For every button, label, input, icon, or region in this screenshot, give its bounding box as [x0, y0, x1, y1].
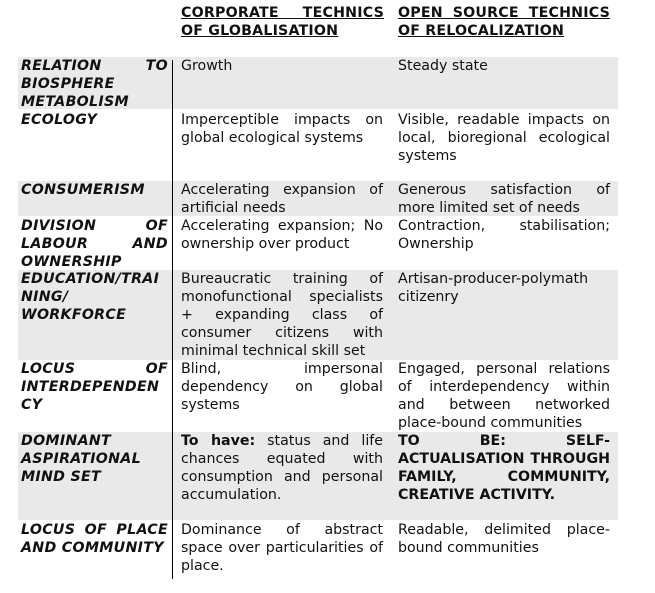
corporate-cell: Dominance of abstract space over particularities of place.: [181, 522, 383, 574]
corporate-cell: Bureaucratic training of monofunctional specialists + expanding class of consumer citizens with minimal technical skill set: [181, 271, 383, 359]
row-label: CONSUMERISM: [21, 182, 145, 198]
corporate-cell: Accelerating expansion of artificial needs: [181, 182, 383, 216]
open-source-cell: Artisan-producer-polymath citizenry: [398, 271, 589, 305]
table-row: [18, 270, 618, 360]
table-row: [18, 521, 618, 579]
table-row: [18, 217, 618, 268]
corporate-cell: Imperceptible impacts on global ecological systems: [181, 112, 383, 146]
open-source-cell: Contraction, stabilisation; Ownership: [398, 218, 610, 252]
row-label: DOMINANT ASPIRATIONAL MIND SET: [21, 433, 141, 485]
corporate-lead-text: To have:: [181, 433, 256, 449]
header-open-source: OPEN SOURCE TECHNICS OF RELOCALIZATION: [398, 5, 610, 39]
open-source-cell: Readable, delimited place-bound communities: [398, 522, 610, 556]
table-row: [18, 360, 618, 431]
column-divider: [172, 60, 173, 579]
row-label: EDUCATION/TRAI NING/ WORKFORCE: [21, 271, 160, 323]
corporate-cell: Growth: [181, 58, 233, 74]
open-source-cell: Generous satisfaction of more limited set of needs: [398, 182, 610, 216]
open-source-cell: Engaged, personal relations of interdependency within and between networked place-bound communities: [398, 361, 610, 431]
row-label: DIVISION OF LABOUR AND OWNERSHIP: [21, 218, 168, 270]
row-label: LOCUS OF INTERDEPENDEN CY: [21, 361, 168, 413]
corporate-cell: Blind, impersonal dependency on global systems: [181, 361, 383, 413]
open-source-cell: Visible, readable impacts on local, bioregional ecological systems: [398, 112, 610, 164]
row-label: RELATION TO BIOSPHERE METABOLISM: [21, 58, 168, 110]
corporate-cell: [181, 432, 383, 504]
open-source-cell: Steady state: [398, 58, 488, 74]
header-corporate: CORPORATE TECHNICS OF GLOBALISATION: [181, 5, 384, 39]
table-row: [18, 432, 618, 520]
corporate-cell: Accelerating expansion; No ownership over product: [181, 218, 383, 252]
table-row: [18, 57, 618, 109]
corporate-text: status and life chances equated with consumption and personal accumulation.: [181, 433, 383, 503]
open-source-cell: TO BE: SELF-ACTUALISATION THROUGH FAMILY, COMMUNITY, CREATIVE ACTIVITY.: [398, 433, 610, 503]
table-row: [18, 111, 618, 179]
table-row: [18, 181, 618, 216]
row-label: ECOLOGY: [21, 112, 98, 128]
row-label: LOCUS OF PLACE AND COMMUNITY: [21, 522, 168, 556]
